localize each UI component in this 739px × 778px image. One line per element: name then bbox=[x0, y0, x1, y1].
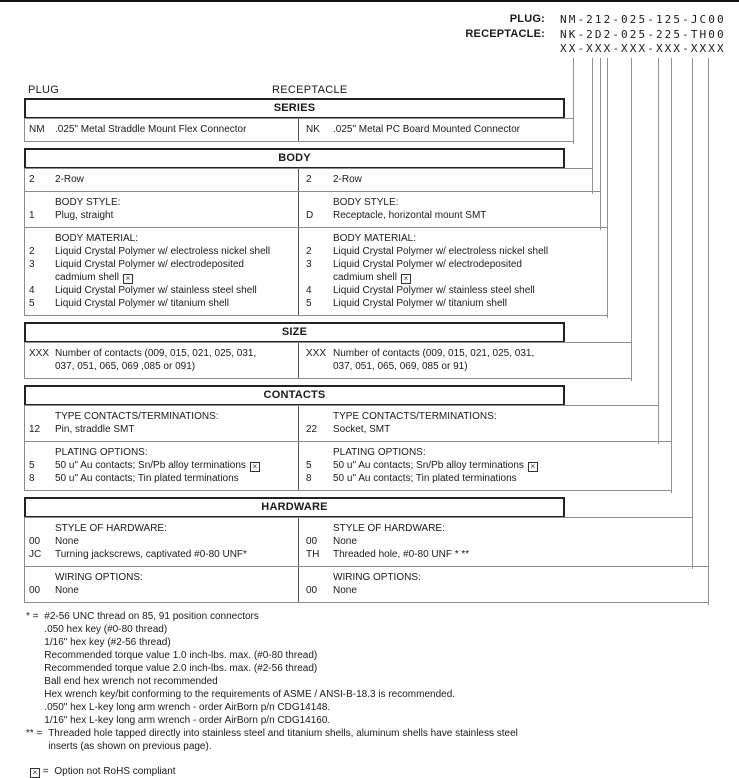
left-cell bbox=[25, 169, 298, 191]
option-item bbox=[306, 347, 629, 373]
option-item bbox=[29, 123, 296, 136]
plug-part-number-value: NM-212-025-125-JC00 bbox=[560, 13, 726, 26]
section-title-series: SERIES bbox=[24, 98, 565, 119]
left-cell bbox=[25, 192, 298, 227]
part-number-connector-line bbox=[708, 58, 709, 605]
option-description: Liquid Crystal Polymer w/ titanium shell bbox=[333, 298, 507, 309]
option-group-heading: BODY STYLE: bbox=[333, 197, 399, 208]
option-row bbox=[24, 566, 709, 603]
option-item bbox=[29, 284, 296, 297]
option-description: Turning jackscrews, captivated #0-80 UNF* bbox=[55, 549, 247, 560]
option-item bbox=[29, 173, 296, 186]
part-number-connector-line bbox=[671, 58, 672, 493]
option-code: 3 bbox=[29, 259, 35, 270]
option-description: None bbox=[333, 536, 357, 547]
right-cell bbox=[298, 567, 708, 602]
option-group-heading: PLATING OPTIONS: bbox=[55, 447, 148, 458]
option-row bbox=[24, 405, 659, 442]
option-item bbox=[29, 209, 296, 222]
option-description: Receptacle, horizontal mount SMT bbox=[333, 210, 487, 221]
option-row bbox=[24, 168, 593, 192]
footnote-text: Threaded hole tapped directly into stainless steel and titanium shells, aluminum shells have stainless steel inserts (as shown on previous page). bbox=[48, 728, 518, 752]
option-item bbox=[306, 472, 669, 485]
left-cell bbox=[25, 228, 298, 315]
not-rohs-compliant-icon: × bbox=[250, 462, 260, 472]
option-item bbox=[306, 459, 669, 472]
option-description: Liquid Crystal Polymer w/ stainless steel shell bbox=[333, 285, 535, 296]
part-number-connector-line bbox=[607, 58, 608, 318]
section-title-size: SIZE bbox=[24, 322, 565, 343]
footnotes bbox=[26, 610, 732, 778]
option-description: Threaded hole, #0-80 UNF * ** bbox=[333, 549, 470, 560]
option-group-heading: STYLE OF HARDWARE: bbox=[333, 523, 445, 534]
option-item bbox=[29, 548, 296, 561]
option-description: Liquid Crystal Polymer w/ electrodeposited cadmium shell × bbox=[55, 259, 244, 283]
footnote bbox=[26, 610, 732, 727]
option-group-heading: WIRING OPTIONS: bbox=[333, 572, 421, 583]
option-description: Liquid Crystal Polymer w/ stainless steel shell bbox=[55, 285, 257, 296]
left-cell bbox=[25, 567, 298, 602]
option-code: 2 bbox=[306, 246, 312, 257]
part-number-connector-line bbox=[631, 58, 632, 381]
option-description: Socket, SMT bbox=[333, 424, 391, 435]
option-code: 00 bbox=[306, 585, 318, 596]
receptacle-part-number-row bbox=[0, 28, 739, 43]
option-group-heading: BODY MATERIAL: bbox=[55, 233, 138, 244]
option-description: 50 u" Au contacts; Tin plated terminations bbox=[333, 473, 517, 484]
footnote bbox=[26, 727, 732, 753]
option-code: 1 bbox=[29, 210, 35, 221]
plug-column-label: PLUG bbox=[28, 84, 60, 96]
option-code: XXX bbox=[29, 348, 50, 359]
option-item bbox=[29, 258, 296, 284]
footnote-text: #2-56 UNC thread on 85, 91 position connectors .050 hex key (#0-80 thread) 1/16" hex key (#2-56 thread) Recommended torque value 1.0 inch-lbs. max. (#0-80 thread) Recommended torque value 2.0 inch-lbs. max. (#2-56 thread) Ball end hex wrench not recommended Hex wrench key/bit conforming to the requirements of ASME / ANSI-B-18.3 is recommended. .050" hex L-key long arm wrench - order AirBorn p/n CDG14148. 1/16" hex L-key long arm wrench - order AirBorn p/n CDG14160. bbox=[44, 611, 456, 726]
option-code: 00 bbox=[306, 536, 318, 547]
section-title-contacts: CONTACTS bbox=[24, 385, 565, 406]
part-number-connector-line bbox=[592, 58, 593, 194]
option-item bbox=[306, 245, 605, 258]
option-code: 2 bbox=[29, 246, 35, 257]
left-cell bbox=[25, 406, 298, 441]
option-code: 5 bbox=[306, 298, 312, 309]
option-code: 2 bbox=[29, 174, 35, 185]
option-item bbox=[306, 209, 598, 222]
part-number-connector-line bbox=[573, 58, 574, 144]
part-number-mask-row bbox=[0, 42, 739, 57]
option-group-heading: STYLE OF HARDWARE: bbox=[55, 523, 167, 534]
part-number-block bbox=[0, 13, 739, 57]
option-description: Pin, straddle SMT bbox=[55, 424, 135, 435]
option-code: JC bbox=[29, 549, 42, 560]
option-group-heading: TYPE CONTACTS/TERMINATIONS: bbox=[55, 411, 219, 422]
option-description: Liquid Crystal Polymer w/ electroless nickel shell bbox=[333, 246, 549, 257]
option-item bbox=[29, 472, 296, 485]
section-title-hardware: HARDWARE bbox=[24, 497, 565, 518]
option-row bbox=[24, 191, 601, 228]
part-number-connector-line bbox=[658, 58, 659, 444]
option-code: 2 bbox=[306, 174, 312, 185]
right-cell bbox=[298, 169, 592, 191]
option-code: 4 bbox=[29, 285, 35, 296]
not-rohs-compliant-icon: × bbox=[123, 274, 133, 284]
right-cell bbox=[298, 192, 600, 227]
option-row bbox=[24, 342, 632, 379]
left-cell bbox=[25, 343, 298, 378]
option-description: Liquid Crystal Polymer w/ electroless nickel shell bbox=[55, 246, 271, 257]
option-description: Number of contacts (009, 015, 021, 025, 031, 037, 051, 065, 069 ,085 or 091) bbox=[55, 348, 257, 372]
option-description: .025" Metal Straddle Mount Flex Connector bbox=[55, 124, 247, 135]
option-item bbox=[306, 284, 605, 297]
left-cell bbox=[25, 518, 298, 566]
option-code: 8 bbox=[306, 473, 312, 484]
not-rohs-compliant-icon: × bbox=[30, 768, 40, 778]
right-cell bbox=[298, 343, 631, 378]
option-description: Plug, straight bbox=[55, 210, 114, 221]
option-code: 4 bbox=[306, 285, 312, 296]
option-item bbox=[306, 297, 605, 310]
option-code: 00 bbox=[29, 585, 41, 596]
section-hardware bbox=[24, 497, 724, 603]
right-cell bbox=[298, 228, 607, 315]
option-row bbox=[24, 441, 672, 491]
section-series bbox=[24, 98, 724, 142]
option-item bbox=[29, 347, 296, 373]
option-item bbox=[29, 423, 296, 436]
option-item bbox=[29, 297, 296, 310]
plug-part-number-row bbox=[0, 13, 739, 28]
option-description: 50 u" Au contacts; Tin plated terminations bbox=[55, 473, 239, 484]
right-cell bbox=[298, 442, 671, 490]
section-contacts bbox=[24, 385, 724, 491]
option-item bbox=[306, 584, 706, 597]
left-cell bbox=[25, 442, 298, 490]
option-item bbox=[29, 459, 296, 472]
option-item bbox=[29, 584, 296, 597]
receptacle-column-label: RECEPTACLE bbox=[272, 84, 348, 96]
option-row bbox=[24, 118, 574, 142]
option-group-heading: TYPE CONTACTS/TERMINATIONS: bbox=[333, 411, 497, 422]
footnote bbox=[26, 765, 732, 778]
part-number-connector-line bbox=[692, 58, 693, 569]
option-description: 2-Row bbox=[333, 174, 362, 185]
option-description: Liquid Crystal Polymer w/ electrodeposited cadmium shell × bbox=[333, 259, 522, 283]
right-cell bbox=[298, 119, 573, 141]
option-item bbox=[306, 423, 656, 436]
option-code: NM bbox=[29, 124, 45, 135]
option-description: Number of contacts (009, 015, 021, 025, 031, 037, 051, 065, 069, 085 or 91) bbox=[333, 348, 535, 372]
ordering-sections bbox=[24, 98, 724, 609]
option-row bbox=[24, 517, 693, 567]
option-description: None bbox=[55, 585, 79, 596]
option-code: 5 bbox=[306, 460, 312, 471]
footnote-marker: ** = bbox=[26, 728, 46, 739]
part-number-connector-line bbox=[600, 58, 601, 230]
option-item bbox=[306, 535, 690, 548]
receptacle-part-number-label: RECEPTACLE: bbox=[465, 27, 545, 40]
option-group-heading: BODY MATERIAL: bbox=[333, 233, 416, 244]
option-description: 50 u" Au contacts; Sn/Pb alloy terminations × bbox=[333, 459, 669, 472]
receptacle-part-number-value: NK-2D2-025-225-TH00 bbox=[560, 27, 726, 41]
left-cell bbox=[25, 119, 298, 141]
option-code: 5 bbox=[29, 460, 35, 471]
plug-part-number-label: PLUG: bbox=[509, 13, 545, 25]
option-code: XXX bbox=[306, 348, 327, 359]
option-description: Liquid Crystal Polymer w/ titanium shell bbox=[55, 298, 229, 309]
option-description: .025" Metal PC Board Mounted Connector bbox=[333, 124, 520, 135]
option-code: 5 bbox=[29, 298, 35, 309]
option-code: 00 bbox=[29, 536, 41, 547]
right-cell bbox=[298, 518, 692, 566]
option-code: D bbox=[306, 210, 314, 221]
part-number-mask: XX-XXX-XXX-XXX-XXXX bbox=[560, 42, 726, 55]
section-body bbox=[24, 148, 724, 316]
option-row bbox=[24, 227, 608, 316]
option-code: 8 bbox=[29, 473, 35, 484]
section-size bbox=[24, 322, 724, 379]
option-code: NK bbox=[306, 124, 320, 135]
option-item bbox=[306, 258, 605, 284]
option-code: TH bbox=[306, 549, 320, 560]
option-code: 3 bbox=[306, 259, 312, 270]
right-cell bbox=[298, 406, 658, 441]
option-group-heading: WIRING OPTIONS: bbox=[55, 572, 143, 583]
option-description: 50 u" Au contacts; Sn/Pb alloy terminations × bbox=[55, 459, 296, 472]
option-description: 2-Row bbox=[55, 174, 84, 185]
not-rohs-compliant-icon: × bbox=[528, 462, 538, 472]
option-item bbox=[29, 535, 296, 548]
section-title-body: BODY bbox=[24, 148, 565, 169]
option-description: None bbox=[55, 536, 79, 547]
option-item bbox=[306, 123, 571, 136]
option-item bbox=[306, 548, 690, 561]
footnote-marker: * = bbox=[26, 611, 42, 622]
option-group-heading: BODY STYLE: bbox=[55, 197, 121, 208]
option-description: None bbox=[333, 585, 357, 596]
option-code: 22 bbox=[306, 424, 318, 435]
option-group-heading: PLATING OPTIONS: bbox=[333, 447, 426, 458]
footnote-marker: × = bbox=[26, 765, 51, 778]
option-item bbox=[29, 245, 296, 258]
footnote-text: Option not RoHS compliant bbox=[54, 766, 176, 777]
option-item bbox=[306, 173, 590, 186]
not-rohs-compliant-icon: × bbox=[401, 274, 411, 284]
option-code: 12 bbox=[29, 424, 41, 435]
